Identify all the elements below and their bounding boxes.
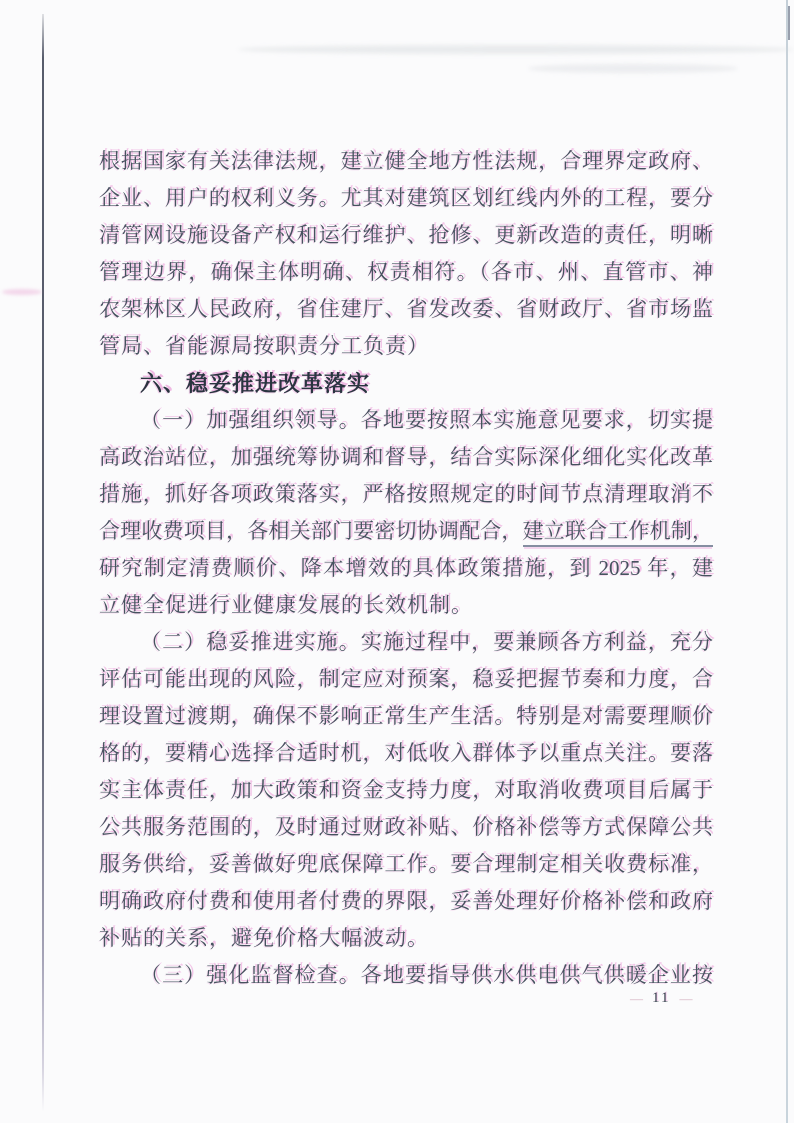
text-line [99, 217, 713, 254]
text-line [99, 143, 713, 180]
scan-smudge-top [238, 45, 794, 54]
text-segment: 格的，要精心选择合适时机，对低收入群体予以重点关注。要落 [99, 741, 713, 765]
text-segment: 研究制定清费顺价、降本增效的具体政策措施，到 2025 年，建 [99, 556, 713, 580]
text-line [99, 476, 713, 513]
text-line [99, 328, 713, 365]
page-number [630, 990, 692, 1007]
underline-annotation: 建立联合工作机制， [523, 519, 713, 547]
text-segment: 服务供给，妥善做好兜底保障工作。要合理制定相关收费标准， [99, 852, 713, 876]
page-number-dash-right: — [679, 990, 693, 1006]
text-segment: （一）加强组织领导。各地要按照本实施意见要求，切实提 [140, 408, 713, 432]
text-segment: 管局、省能源局按职责分工负责） [99, 334, 429, 358]
text-segment: 清管网设施设备产权和运行维护、抢修、更新改造的责任，明晰 [99, 223, 713, 247]
scan-edge-line-right [786, 0, 788, 1123]
text-line [99, 920, 713, 957]
scan-smudge-left-margin [2, 289, 42, 295]
text-segment: 评估可能出现的风险，制定应对预案，稳妥把握节奏和力度，合 [99, 667, 713, 691]
text-segment: 管理边界，确保主体明确、权责相符。（各市、州、直管市、神 [99, 260, 713, 284]
text-segment: 根据国家有关法律法规，建立健全地方性法规，合理界定政府、 [99, 149, 713, 173]
text-segment: 措施，抓好各项政策落实，严格按照规定的时间节点清理取消不 [99, 482, 713, 506]
text-line [99, 550, 713, 587]
text-segment: （三）强化监督检查。各地要指导供水供电供气供暖企业按 [140, 963, 713, 987]
text-segment: 立健全促进行业健康发展的长效机制。 [99, 593, 473, 617]
text-line [99, 809, 713, 846]
text-segment: 农架林区人民政府，省住建厅、省发改委、省财政厅、省市场监 [99, 297, 713, 321]
text-line [99, 957, 713, 994]
text-line [99, 402, 713, 439]
text-segment: 理设置过渡期，确保不影响正常生产生活。特别是对需要理顺价 [99, 704, 713, 728]
text-line [99, 513, 713, 550]
text-segment: 明确政府付费和使用者付费的界限，妥善处理好价格补偿和政府 [99, 889, 713, 913]
text-line [99, 624, 713, 661]
text-segment: 补贴的关系，避免价格大幅波动。 [99, 926, 429, 950]
page-number-value: 11 [652, 990, 671, 1006]
text-segment: 合理收费项目，各相关部门要密切协调配合， [99, 519, 523, 543]
text-segment: 六、稳妥推进改革落实 [140, 371, 371, 396]
text-segment: 企业、用户的权利义务。尤其对建筑区划红线内外的工程，要分 [99, 186, 713, 210]
text-line [99, 698, 713, 735]
text-line [99, 587, 713, 624]
text-segment: 实主体责任，加大政策和资金支持力度，对取消收费项目后属于 [99, 778, 713, 802]
text-line [99, 291, 713, 328]
document-text [99, 143, 713, 994]
text-line [99, 772, 713, 809]
text-segment: 公共服务范围的，及时通过财政补贴、价格补偿等方式保障公共 [99, 815, 713, 839]
text-segment: （二）稳妥推进实施。实施过程中，要兼顾各方利益，充分 [140, 630, 713, 654]
text-line [99, 846, 713, 883]
page-number-dash-left: — [630, 990, 643, 1006]
text-line [99, 254, 713, 291]
text-line [99, 661, 713, 698]
text-line [99, 883, 713, 920]
section-heading [99, 365, 713, 402]
scan-fold-line-left [42, 14, 44, 1112]
text-line [99, 735, 713, 772]
scan-smudge-top-secondary [528, 64, 738, 73]
text-segment: 高政治站位，加强统筹协调和督导，结合实际深化细化实化改革 [99, 445, 713, 469]
text-line [99, 180, 713, 217]
text-line [99, 439, 713, 476]
scan-edge-mark-top-right [788, 6, 790, 40]
